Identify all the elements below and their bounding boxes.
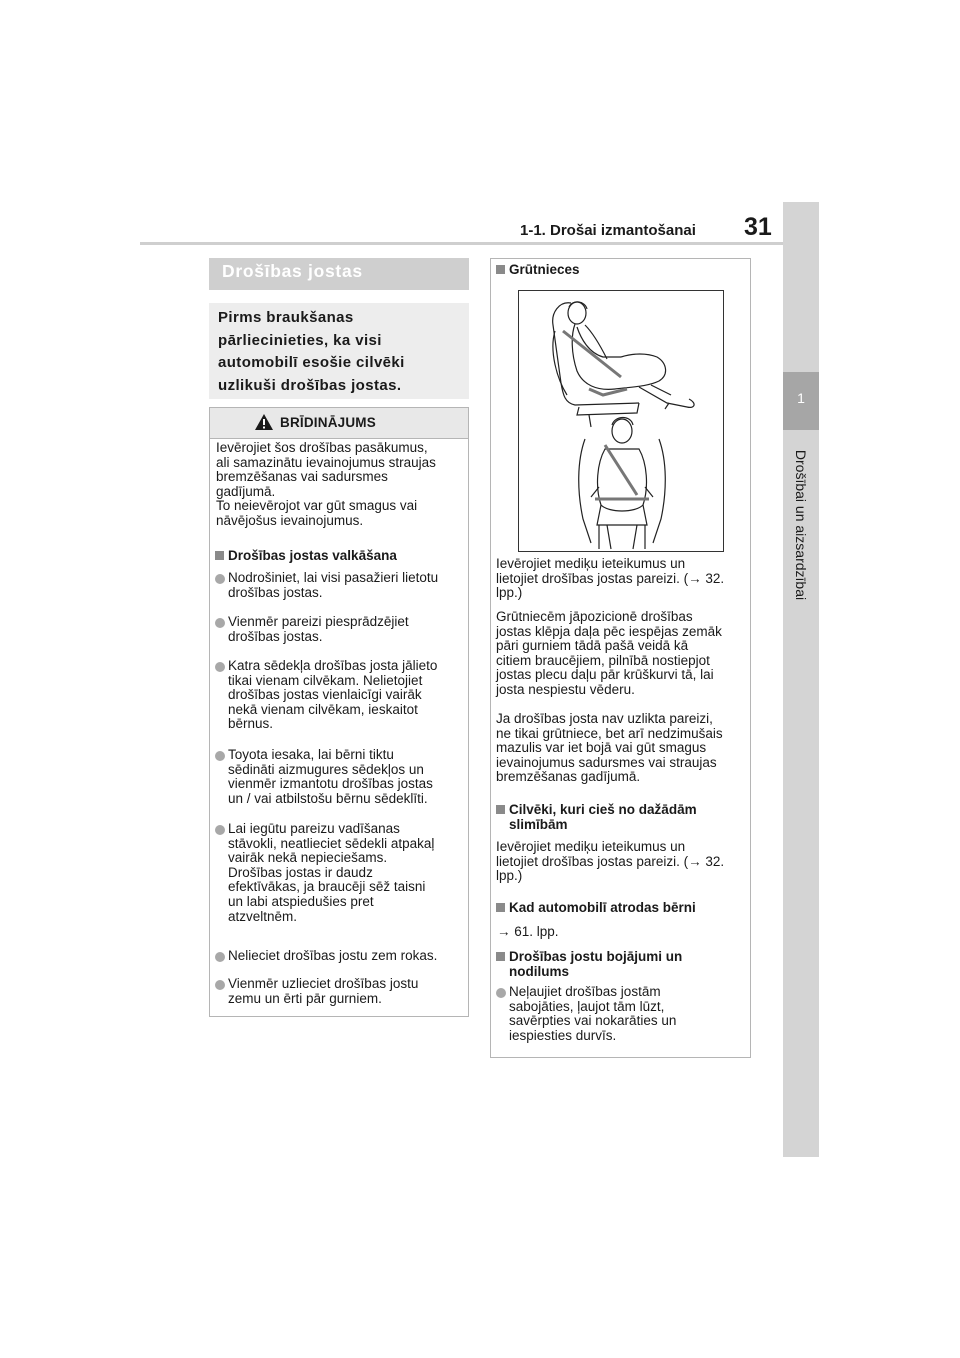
- bullet-line: savērpties vai nokarāties un: [509, 1013, 677, 1029]
- illness-heading: [496, 803, 746, 832]
- bullet-line: bērnus.: [228, 716, 274, 732]
- pregnant-paragraph-2: [496, 610, 746, 698]
- page-number: 31: [744, 213, 772, 241]
- text-line: jostas klēpja daļa pēc iespējas zemāk: [496, 623, 722, 639]
- bullet-line: drošības jostas.: [228, 584, 323, 600]
- bullet-line: Vienmēr uzlieciet drošības jostu: [228, 976, 419, 991]
- pregnant-paragraph-1: [496, 557, 746, 601]
- warning-intro-line: Ievērojiet šos drošības pasākumus,: [216, 440, 428, 455]
- chapter-title: Drošībai un aizsardzībai: [793, 449, 809, 601]
- children-heading: [496, 901, 696, 916]
- text-line: ievainojumus sadursmes vai straujas: [496, 754, 717, 770]
- text-line: citiem braucējiem, pilnībā nostiepjot: [496, 652, 710, 668]
- warning-bullet: [228, 748, 468, 806]
- warning-title: BRĪDINĀJUMS: [280, 415, 376, 430]
- bullet-line: Toyota iesaka, lai bērni tiktu: [228, 747, 394, 762]
- bullet-line: nekā vienam cilvēkam, ieskaitot: [228, 701, 418, 717]
- warning-intro-line: bremzēšanas vai sadursmes: [216, 469, 388, 485]
- text-line: Ja drošības josta nav uzlikta pareizi,: [496, 711, 713, 726]
- warning-box: [209, 407, 469, 1017]
- warning-subhead-text: Drošības jostas valkāšana: [228, 548, 397, 563]
- warning-header: [210, 408, 468, 439]
- square-bullet-icon: [215, 551, 224, 560]
- bullet-dot-icon: [215, 662, 225, 672]
- bullet-line: sabojāties, ļaujot tām lūzt,: [509, 998, 665, 1014]
- bullet-line: Nelieciet drošības jostu zem rokas.: [228, 948, 438, 963]
- damage-bullet: [509, 985, 745, 1043]
- text-line: bremzēšanas gadījumā.: [496, 769, 641, 785]
- children-reference: → 61. lpp.: [497, 924, 559, 939]
- bullet-line: Lai iegūtu pareizu vadīšanas: [228, 821, 400, 836]
- section-title: 1-1. Drošai izmantošanai: [520, 222, 696, 239]
- bullet-line: un labi atspiedušies pret: [228, 893, 374, 909]
- illness-paragraph: [496, 840, 746, 884]
- text-line: pāri gurniem tādā pašā veidā kā: [496, 638, 689, 654]
- bullet-dot-icon: [215, 574, 225, 584]
- children-heading-text: Kad automobilī atrodas bērni: [509, 900, 696, 915]
- damage-heading: [496, 950, 746, 979]
- pregnant-seatbelt-drawing: [519, 291, 723, 551]
- square-bullet-icon: [496, 805, 505, 814]
- bullet-line: Vienmēr pareizi piesprādzējiet: [228, 614, 409, 629]
- warning-intro-line: nāvējošus ievainojumus.: [216, 512, 364, 528]
- text-line: lpp.): [496, 585, 523, 601]
- warning-triangle-icon: [254, 413, 274, 431]
- warning-bullet: [228, 571, 468, 600]
- topic-title: Drošības jostas: [222, 261, 363, 281]
- chapter-side-tab: [783, 202, 819, 1157]
- bullet-line: drošības jostas vienlaicīgi vairāk: [228, 687, 422, 703]
- warning-bullet: [228, 822, 468, 924]
- bullet-line: vairāk nekā nepieciešams.: [228, 850, 388, 866]
- warning-intro-line: To neievērojot var gūt smagus vai: [216, 498, 418, 514]
- text-line: ne tikai grūtniece, bet arī nedzimušais: [496, 725, 723, 741]
- text-line: Ievērojiet mediķu ieteikumus un: [496, 556, 686, 571]
- square-bullet-icon: [496, 952, 505, 961]
- warning-bullet: [228, 977, 468, 1006]
- bullet-line: zemu un ērti pār gurniem.: [228, 990, 382, 1006]
- chapter-number: 1: [797, 390, 805, 406]
- warning-intro-line: ali samazinātu ievainojumus straujas: [216, 454, 436, 470]
- bullet-line: Nodrošiniet, lai visi pasažieri lietotu: [228, 570, 439, 585]
- text-line: lietojiet drošības jostas pareizi. (→ 32.: [496, 853, 725, 869]
- text-line: jostas plecu daļu pār krūškurvi tā, lai: [496, 667, 714, 683]
- header-rule: [140, 242, 783, 245]
- seatbelt-illustration: [518, 290, 724, 552]
- bullet-line: atzveltnēm.: [228, 908, 298, 924]
- warning-subhead: [215, 549, 397, 564]
- square-bullet-icon: [496, 265, 505, 274]
- text-line: josta nespiestu vēderu.: [496, 681, 635, 697]
- warning-intro-line: gadījumā.: [216, 483, 276, 499]
- intro-text: Pirms braukšanas pārliecinieties, ka visi automobilī esošie cilvēki uzlikuši drošības jostas.: [218, 309, 405, 394]
- bullet-line: sēdināti aizmugures sēdekļos un: [228, 761, 424, 777]
- damage-heading-text: Drošības jostu bojājumi un: [509, 949, 683, 964]
- warning-bullet: [228, 659, 468, 732]
- bullet-dot-icon: [215, 952, 225, 962]
- bullet-line: drošības jostas.: [228, 628, 323, 644]
- text-line: Grūtniecēm jāpozicionē drošības: [496, 609, 693, 624]
- bullet-dot-icon: [215, 980, 225, 990]
- bullet-line: Katra sēdekļa drošības josta jālieto: [228, 658, 438, 673]
- bullet-dot-icon: [215, 618, 225, 628]
- bullet-line: Neļaujiet drošības jostām: [509, 984, 661, 999]
- bullet-line: vienmēr izmantotu drošības jostas: [228, 776, 433, 792]
- pregnant-heading: [496, 263, 580, 278]
- bullet-dot-icon: [215, 825, 225, 835]
- bullet-line: Drošības jostas ir daudz: [228, 864, 373, 880]
- bullet-dot-icon: [496, 988, 506, 998]
- warning-bullet: [228, 949, 468, 964]
- illness-heading-text: slimībām: [509, 816, 568, 832]
- bullet-dot-icon: [215, 751, 225, 761]
- pregnant-paragraph-3: [496, 712, 746, 785]
- pregnant-heading-text: Grūtnieces: [509, 262, 580, 277]
- text-line: lietojiet drošības jostas pareizi. (→ 32.: [496, 570, 725, 586]
- text-line: mazulis var iet bojā vai gūt smagus: [496, 740, 707, 756]
- text-line: lpp.): [496, 868, 523, 884]
- bullet-line: efektīvākas, ja braucēji sēž taisni: [228, 879, 426, 895]
- square-bullet-icon: [496, 903, 505, 912]
- warning-intro: [216, 441, 464, 529]
- text-line: Ievērojiet mediķu ieteikumus un: [496, 839, 686, 854]
- bullet-line: stāvokli, neatlieciet sēdekli atpakaļ: [228, 835, 435, 851]
- bullet-line: un / vai atbilstošu bērnu sēdeklīti.: [228, 790, 428, 806]
- warning-bullet: [228, 615, 468, 644]
- bullet-line: tikai vienam cilvēkam. Nelietojiet: [228, 672, 423, 688]
- topic-title-bar: [209, 258, 469, 290]
- bullet-line: iespiesties durvīs.: [509, 1027, 617, 1043]
- illness-heading-text: Cilvēki, kuri cieš no dažādām: [509, 802, 697, 817]
- damage-heading-text: nodilums: [509, 963, 569, 979]
- intro-box: [209, 303, 469, 399]
